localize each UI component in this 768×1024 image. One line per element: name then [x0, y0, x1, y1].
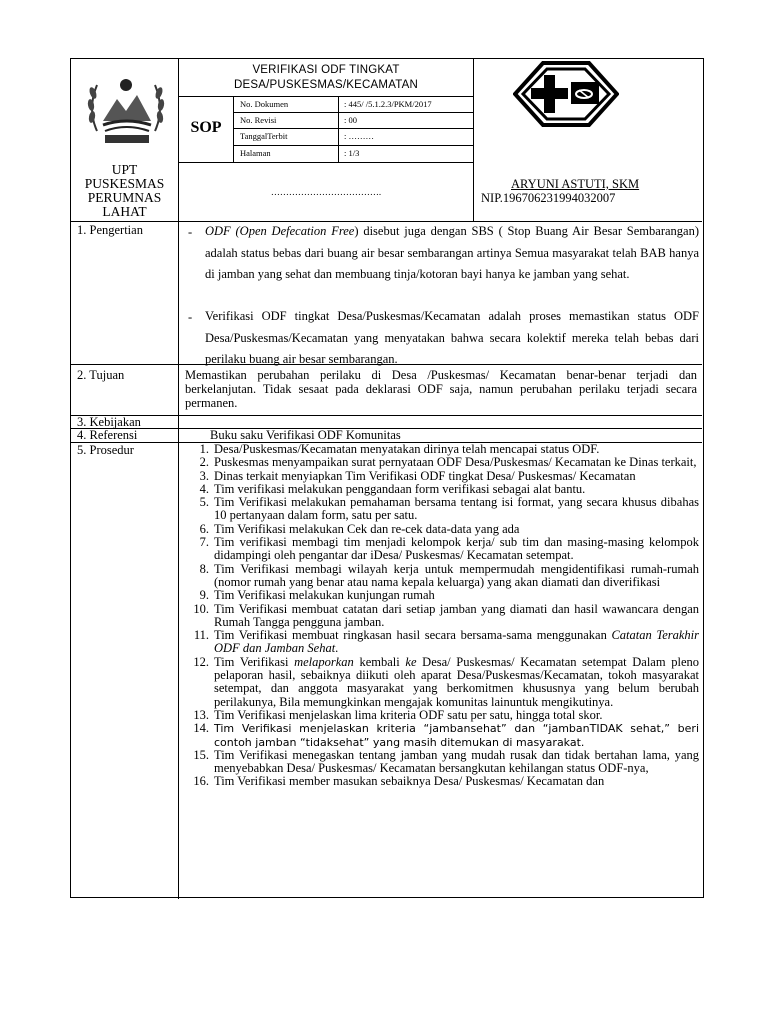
prosedur-text: Tim Verifikasi melakukan pemahaman bersama tentang isi format, yang secara khusus dibahas 10 pertanyaan dalam form, satu per satu. [214, 495, 699, 523]
tujuan-text: Memastikan perubahan perilaku di Desa /Puskesmas/ Kecamatan benar-benar terjadi dan berkelanjutan. Tidak sesaat pada deklarasi ODF saja, namun perubahan perilaku terjadi secara permanen. [185, 368, 697, 410]
prosedur-number: 9. [199, 588, 209, 603]
prosedur-item [181, 749, 699, 776]
prosedur-text: Tim verifikasi melakukan penggandaan form verifikasi sebagai alat bantu. [214, 481, 586, 496]
prosedur-text: Tim Verifikasi melaporkan kembali ke Desa/ Puskesmas/ Kecamatan setempat Dalam pleno pelaporan hasil, sebaiknya diikuti oleh aparat Desa/Puskesmas/Kecamatan, tokoh masyarakat setempat, dan anggota masyarakat yang berkomitmen khususnya yang belum berubah perilakunya, Bila memungkinkan mengajak komunitas lainuntuk mengikutinya. [214, 654, 700, 709]
prosedur-text: Tim Verifikasi melakukan kunjungan rumah [214, 588, 435, 603]
prosedur-item [181, 656, 699, 709]
document-title: VERIFIKASI ODF TINGKAT DESA/PUSKESMAS/KECAMATAN [234, 64, 418, 91]
prosedur-number: 10. [193, 601, 209, 616]
prosedur-item [181, 523, 699, 536]
section-tujuan-label: 2. Tujuan [77, 368, 125, 382]
prosedur-number: 12. [193, 654, 209, 669]
prosedur-number: 16. [193, 774, 209, 789]
referensi-text: Buku saku Verifikasi ODF Komunitas [210, 428, 401, 442]
prosedur-text: Tim Verifikasi menjelaskan lima kriteria ODF satu per satu, hingga total skor. [214, 707, 603, 722]
prosedur-item [181, 496, 699, 523]
prosedur-number: 14. [193, 721, 209, 736]
sop-document [70, 58, 704, 898]
prosedur-item [181, 563, 699, 590]
prosedur-text: Tim Verifikasi menegaskan tentang jamban yang mudah rusak dan tidak bertahan lama, yang menyebabkan Desa/ Puskesmas/ Kecamatan bersangkutan kehilangan status ODF-nya, [214, 747, 699, 776]
prosedur-item [181, 589, 699, 602]
meta-label: No. Dokumen [240, 99, 289, 109]
meta-label: No. Revisi [240, 115, 277, 125]
institution-name: UPT PUSKESMAS PERUMNAS LAHAT [84, 162, 165, 219]
prosedur-item [181, 456, 699, 469]
prosedur-list [181, 443, 699, 789]
prosedur-text: Tim verifikasi membagi tim menjadi kelompok kerja/ sub tim dan masing-masing kelompok didampingi oleh pengantar dar iDesa/ Puskesmas/ Kecamatan setempat. [214, 535, 699, 563]
pengertian-bullet-2: Verifikasi ODF tingkat Desa/Puskesmas/Kecamatan adalah proses memastikan status ODF Desa/Puskesmas/Kecamatan yang menyatakan bahwa secara kolektif mereka telah bebas dari perilaku buang air besar sembarangan. [205, 309, 699, 366]
prosedur-number: 3. [199, 468, 209, 483]
prosedur-text: Tim Verifikasi membagi wilayah kerja untuk mempermudah mengidentifikasi rumah-rumah (nomor rumah yang benar atau nama kepala keluarga) yang akan diamati dan diverifikasi [214, 561, 699, 589]
section-pengertian-label: 1. Pengertian [77, 223, 143, 237]
prosedur-text: Dinas terkait menyiapkan Tim Verifikasi ODF tingkat Desa/ Puskesmas/ Kecamatan [214, 468, 636, 483]
prosedur-text: Tim Verifikasi menjelaskan kriteria “jambansehat” dan “jambanTIDAK sehat,” beri contoh jamban “tidaksehat” yang masih ditemukan di masyarakat. [214, 722, 699, 749]
meta-value: : 1/3 [344, 148, 360, 158]
sop-label: SOP [190, 119, 222, 136]
prosedur-number: 13. [193, 707, 209, 722]
prosedur-number: 6. [199, 521, 209, 536]
meta-label: TanggalTerbit [240, 131, 288, 141]
prosedur-number: 5. [199, 495, 209, 510]
bullet: - [188, 225, 193, 239]
signer-nip: NIP.196706231994032007 [481, 191, 616, 205]
prosedur-item [181, 629, 699, 656]
prosedur-item [181, 470, 699, 483]
meta-value: : 00 [344, 115, 357, 125]
meta-label: Halaman [240, 148, 271, 158]
prosedur-item [181, 536, 699, 563]
prosedur-item [181, 722, 699, 749]
signature-line: ………………………………. [270, 187, 382, 197]
meta-value: : ……… [344, 131, 374, 141]
prosedur-text: Tim Verifikasi member masukan sebaiknya Desa/ Puskesmas/ Kecamatan dan [214, 774, 605, 789]
meta-value: : 445/ /5.1.2.3/PKM/2017 [344, 99, 432, 109]
puskesmas-cross-emblem-icon [513, 61, 619, 127]
section-kebijakan-label: 3. Kebijakan [77, 415, 141, 429]
prosedur-number: 7. [199, 535, 209, 550]
kabupaten-lahat-emblem-icon [83, 69, 169, 149]
prosedur-number: 8. [199, 561, 209, 576]
prosedur-text: Tim Verifikasi membuat ringkasan hasil secara bersama-sama menggunakan Catatan Terakhir ODF dan Jamban Sehat. [214, 628, 699, 656]
prosedur-number: 15. [193, 747, 209, 762]
prosedur-text: Puskesmas menyampaikan surat pernyataan ODF Desa/Puskesmas/ Kecamatan ke Dinas terkait, [214, 455, 697, 470]
prosedur-item [181, 709, 699, 722]
prosedur-number: 11. [193, 628, 209, 643]
prosedur-item [181, 603, 699, 630]
prosedur-text: Tim Verifikasi membuat catatan dari setiap jamban yang diamati dan hasil wawancara dengan Rumah Tangga pengguna jamban. [214, 601, 699, 629]
prosedur-text: Tim Verifikasi melakukan Cek dan re-cek data-data yang ada [214, 521, 520, 536]
prosedur-item [181, 443, 699, 456]
prosedur-number: 4. [199, 481, 209, 496]
prosedur-number: 1. [199, 442, 209, 456]
signer-name: ARYUNI ASTUTI, SKM [511, 177, 640, 191]
section-referensi-label: 4. Referensi [77, 428, 138, 442]
prosedur-item [181, 775, 699, 788]
pengertian-bullet-1: ODF (Open Defecation Free) disebut juga dengan SBS ( Stop Buang Air Besar Sembarangan) adalah status bebas dari buang air besar sembarangan artinya Semua masyarakat telah BAB hanya di jamban yang sehat dan membuang tinja/kotoran bayi hanya ke jamban yang sehat. [205, 224, 699, 281]
bullet: - [188, 310, 193, 324]
prosedur-number: 2. [199, 455, 209, 470]
section-prosedur-label: 5. Prosedur [77, 443, 134, 457]
prosedur-text: Desa/Puskesmas/Kecamatan menyatakan dirinya telah mencapai status ODF. [214, 442, 600, 456]
prosedur-item [181, 483, 699, 496]
sop-header [71, 59, 702, 222]
